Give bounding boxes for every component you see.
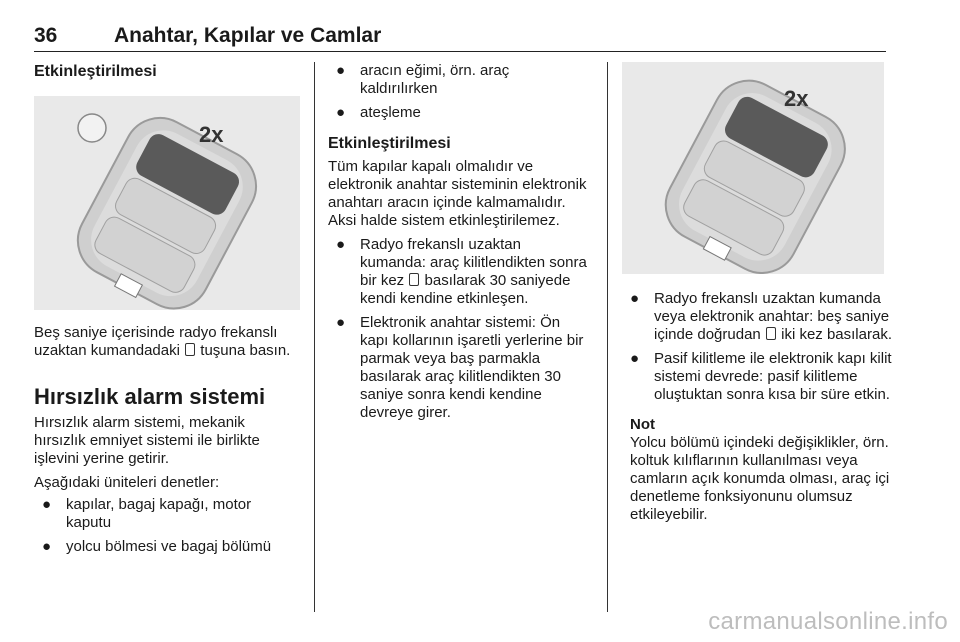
list-item: ● Radyo frekanslı uzaktan kumanda veya elektronik anahtar: beş saniye içinde doğrudan iki kez basılarak. — [630, 290, 892, 343]
list-item: ● Radyo frekanslı uzaktan kumanda: araç kilitlendikten sonra bir kez basılarak 30 saniyede kendi kendine etkinleşen. — [336, 236, 587, 307]
key-fob-illustration — [34, 96, 300, 310]
paragraph: Tüm kapılar kapalı olmalıdır ve elektronik anahtar sisteminin elektronik anahtarı aracın içinde kalmamalıdır. Aksi halde sistem etkinleştirilemez. — [328, 158, 587, 229]
list-item: ● Pasif kilitleme ile elektronik kapı kilit sistemi devrede: pasif kilitleme oluştuktan sonra kısa bir süre etkin. — [630, 350, 892, 403]
paragraph: Aşağıdaki üniteleri denetler: — [34, 474, 220, 491]
lock-icon — [409, 273, 419, 286]
column-divider — [607, 62, 608, 612]
svg-text:2x: 2x — [784, 86, 809, 111]
note-block — [622, 416, 892, 524]
lock-icon — [766, 327, 776, 340]
note-text: Yolcu bölümü içindeki değişiklikler, örn. koltuk kılıflarının kullanılması veya camların açık konumda olması, araç içi denetleme fonksiyonunu olumsuz etkileyebilir. — [630, 434, 890, 523]
note-title: Not — [630, 416, 655, 433]
list-item: ● yolcu bölmesi ve bagaj bölümü — [42, 538, 272, 555]
watermark: carmanualsonline.info — [708, 608, 948, 635]
list-item: ● aracın eğimi, örn. araç kaldırılırken — [336, 62, 510, 97]
paragraph: Beş saniye içerisinde radyo frekanslı uzaktan kumandadaki tuşuna basın. — [34, 324, 291, 359]
list-item: ● ateşleme — [336, 104, 421, 121]
list-item: ● Elektronik anahtar sistemi: Ön kapı kollarının işaretli yerlerine bir parmak veya baş parmakla basılarak araç kilitlendikten 30 saniye sonra kendi kendine devreye girer. — [336, 314, 584, 421]
chapter-title: Anahtar, Kapılar ve Camlar — [114, 24, 382, 47]
key-fob-illustration — [622, 62, 884, 274]
column-right — [622, 62, 892, 524]
paragraph: Hırsızlık alarm sistemi, mekanik hırsızlık emniyet sistemi ile birlikte işlevini yerine getirir. — [34, 414, 260, 467]
section-subheading: Etkinleştirilmesi — [34, 63, 157, 80]
page-header — [34, 24, 886, 52]
section-subheading: Etkinleştirilmesi — [328, 135, 451, 152]
key-fob-icon — [34, 96, 300, 310]
svg-text:2x: 2x — [199, 122, 224, 147]
key-fob-icon — [622, 62, 884, 274]
lock-icon — [185, 343, 195, 356]
column-middle — [328, 62, 590, 422]
section-heading: Hırsızlık alarm sistemi — [34, 384, 266, 409]
column-divider — [314, 62, 315, 612]
list-item: ● kapılar, bagaj kapağı, motor kaputu — [42, 496, 252, 531]
page-number: 36 — [34, 24, 58, 47]
column-left — [34, 62, 300, 556]
